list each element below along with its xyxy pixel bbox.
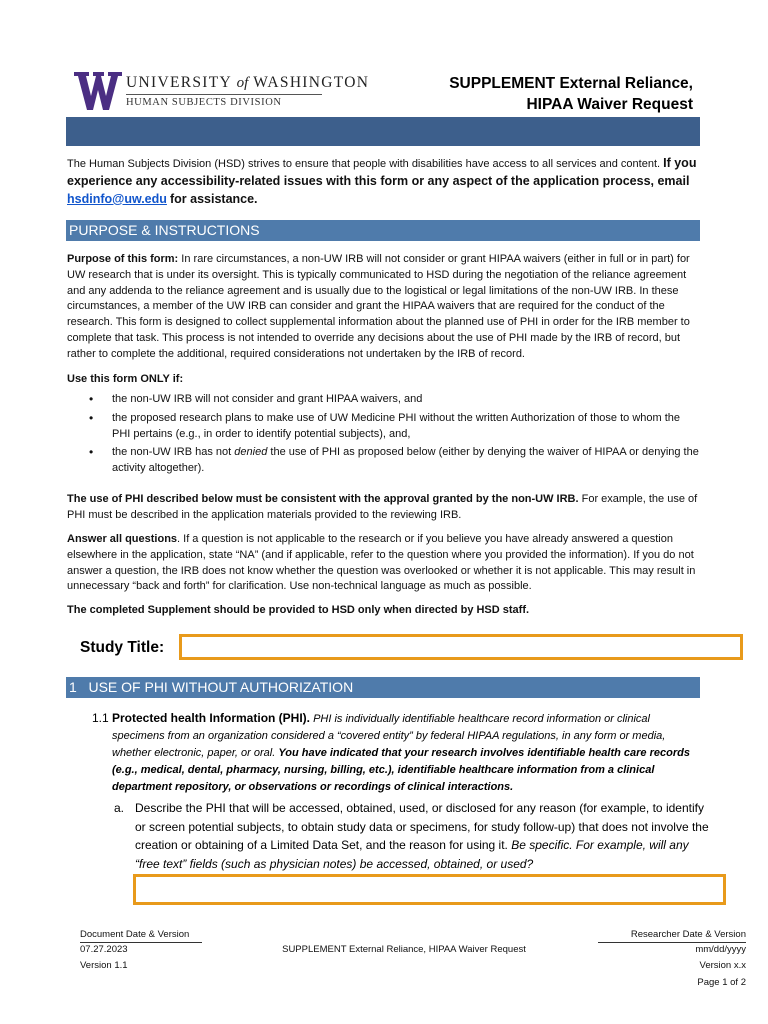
answer-field-1-1-a[interactable] bbox=[133, 874, 726, 905]
purpose-paragraph: Purpose of this form: In rare circumstances, a non-UW IRB will not consider or grant HIPAA waivers (either in full or in part) for UW research that is under its oversight. This is typically communicated to HSD during the negotiation of the reliance agreement and any addenda to the reliance agreement and is usually due to the logistical or legal limitations of the non-UW IRB. In these circumstances, a member of the UW IRB can consider and grant the HIPAA waivers that are required for the conduct of the research. This form is designed to collect supplemental information about the planned use of PHI in order for the IRB member to complete that task. This process is not intended to override any decisions about the use of PHI made by the IRB of record, but rather to complete the additional, required considerations not undertaken by the IRB of record. bbox=[67, 253, 690, 360]
list-item: • the proposed research plans to make use of UW Medicine PHI without the written Authorization of those to whom the PHI pertains (e.g., in order to identify potential subjects), and, bbox=[67, 411, 701, 443]
accessibility-notice: The Human Subjects Division (HSD) strives to ensure that people with disabilities have access to all services and content. If you experience any accessibility-related issues with this form or any aspect of the application process, email hsdinfo@uw.edu for assistance. bbox=[67, 156, 697, 206]
use-only-if-heading: Use this form ONLY if: bbox=[67, 373, 184, 385]
question-1-1: 1.1 Protected health Information (PHI). PHI is individually identifiable healthcare record information or clinical specimens from an organization considered a “covered entity” by federal HIPAA regulations, in any form or media, whether electronic, paper, or oral. You have indicated that your research involves identifiable health care records (e.g., medical, dental, pharmacy, nursing, billing, etc.), identifiable healthcare information from a clinical department repository, or observations or recordings of clinical interactions. bbox=[92, 711, 690, 793]
completed-note: The completed Supplement should be provided to HSD only when directed by HSD staff. bbox=[67, 604, 530, 616]
footer-form-name: SUPPLEMENT External Reliance, HIPAA Waiver Request bbox=[282, 944, 526, 955]
footer-document-date-heading: Document Date & Version bbox=[80, 927, 202, 943]
criteria-list bbox=[67, 392, 701, 480]
header-bar bbox=[66, 117, 700, 146]
logo-divider bbox=[126, 94, 322, 95]
page-number: Page 1 of 2 bbox=[697, 977, 746, 988]
footer-researcher-date: mm/dd/yyyy bbox=[695, 944, 746, 955]
question-letter: a. bbox=[114, 801, 125, 815]
list-item: • the non-UW IRB will not consider and grant HIPAA waivers, and bbox=[67, 392, 701, 408]
study-title-field[interactable] bbox=[179, 634, 743, 660]
section-heading-purpose: PURPOSE & INSTRUCTIONS bbox=[66, 220, 700, 241]
footer-researcher-date-heading: Researcher Date & Version bbox=[598, 927, 746, 943]
study-title-label: Study Title: bbox=[80, 639, 165, 656]
answer-all-paragraph: Answer all questions. If a question is not applicable to the research or if you believe you have already answered a question elsewhere in the application, state “NA” (and if applicable, refer to the question where you provided the information). If you do not answer a question, the IRB does not know whether the question was overlooked or whether it is not applicable. This may result in unnecessary “back and forth” for clarification. Use non-technical language as much as possible. bbox=[67, 533, 696, 593]
footer-document-version: Version 1.1 bbox=[80, 960, 128, 971]
footer-researcher-version: Version x.x bbox=[699, 960, 746, 971]
list-item: • the non-UW IRB has not denied the use of PHI as proposed below (either by denying the waiver of HIPAA or denying the activity altogether). bbox=[67, 445, 701, 477]
question-number: 1.1 bbox=[92, 711, 109, 725]
consistency-paragraph: The use of PHI described below must be consistent with the approval granted by the non-UW IRB. For example, the use of PHI must be described in the application materials provided to the reviewing IRB. bbox=[67, 493, 698, 521]
email-link[interactable]: hsdinfo@uw.edu bbox=[67, 191, 167, 206]
university-name: UNIVERSITY of WASHINGTON bbox=[126, 74, 370, 91]
section-heading-1: 1 USE OF PHI WITHOUT AUTHORIZATION bbox=[66, 677, 700, 698]
uw-logo-icon bbox=[74, 72, 122, 110]
footer-document-date: 07.27.2023 bbox=[80, 944, 128, 955]
division-name: HUMAN SUBJECTS DIVISION bbox=[126, 97, 282, 108]
document-title: SUPPLEMENT External Reliance, HIPAA Waiver Request bbox=[449, 75, 693, 113]
question-1-1-a: a. Describe the PHI that will be accessed, obtained, used, or disclosed for any reason (for example, to identify or screen potential subjects, to obtain study data or specimens, for study follow-up) that does not involve the creation or obtaining of a Limited Data Set, and the reason for using it. Be specific. For example, will any “free text” fields (such as physician notes) be accessed, obtained, or used? bbox=[114, 801, 709, 871]
